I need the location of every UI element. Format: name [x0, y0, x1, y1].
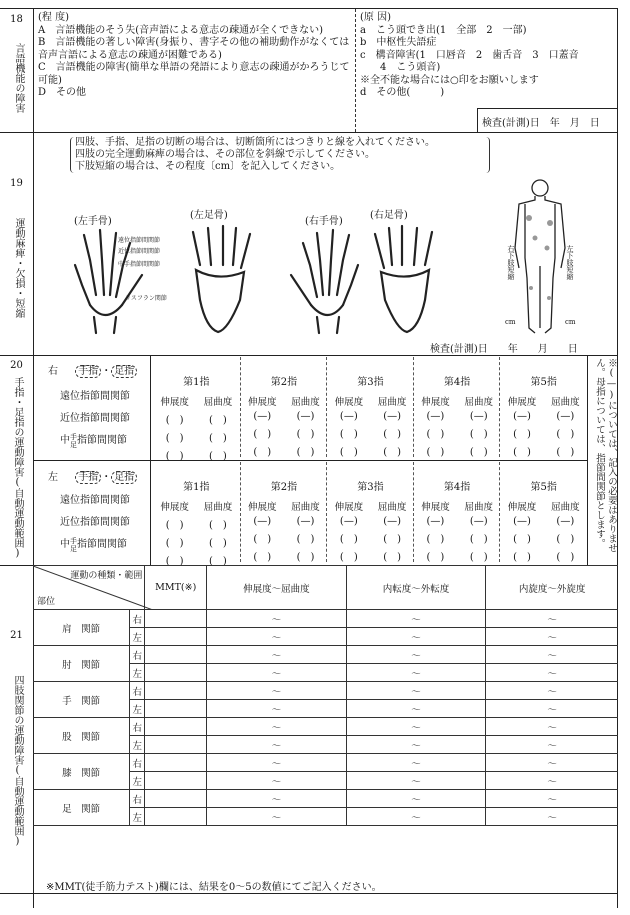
s19-note-3: 下肢短縮の場合は、その程度〔cm〕を記入してください。 [75, 161, 341, 172]
range-input[interactable]: 〜 [486, 808, 618, 826]
side-label: 左 [130, 808, 145, 826]
ext-value-field-3[interactable]: ( ) [253, 447, 272, 458]
s20-left-header: 左 手指 ・ 足指 [48, 468, 137, 483]
s19-label-left-foot: (左足骨) [190, 210, 228, 221]
s18-cause-d: d その他( ) [360, 87, 445, 98]
left-hand-finger-option[interactable]: 手指 [75, 471, 101, 484]
table-row [33, 718, 618, 736]
range-input[interactable]: 〜 [346, 772, 486, 790]
range-input[interactable]: 〜 [207, 790, 347, 808]
frame-bottom [0, 893, 618, 894]
s19-label-right-hand: (右手骨) [305, 216, 343, 227]
s18-number: 18 [10, 14, 23, 25]
flex-value-field-1[interactable]: ( ) [209, 415, 227, 426]
ext-value-field-1: (—) [426, 411, 445, 422]
table-row [33, 610, 618, 628]
left-finger-2-column [240, 462, 328, 562]
s20-mid-line [33, 460, 587, 461]
ext-value-field-3[interactable]: ( ) [165, 451, 184, 462]
ext-value-field-1: (—) [253, 516, 272, 527]
sep-18-19 [0, 132, 618, 133]
flex-value-field-1[interactable]: ( ) [209, 520, 227, 531]
flexion-label: 屈曲度 [377, 502, 407, 513]
s18-cause-block [360, 12, 616, 100]
ext-value-field-1: (—) [339, 411, 358, 422]
s19-number: 19 [10, 178, 23, 189]
flex-value-field-3[interactable]: ( ) [209, 451, 227, 462]
joint-name: 膝 関節 [33, 754, 130, 790]
flex-value-field-3[interactable]: ( ) [296, 552, 315, 563]
s18-degree-block [38, 12, 356, 100]
right-finger-2-column [240, 357, 328, 457]
s20-right-header: 右 手指 ・ 足指 [48, 362, 137, 377]
side-label: 左 [130, 700, 145, 718]
range-input[interactable]: 〜 [207, 718, 347, 736]
flex-value-field-2[interactable]: ( ) [556, 429, 575, 440]
flex-value-field-1: (—) [469, 516, 488, 527]
range-input[interactable]: 〜 [346, 754, 486, 772]
ext-value-field-1[interactable]: ( ) [165, 415, 184, 426]
range-input[interactable]: 〜 [486, 790, 618, 808]
flex-value-field-1: (—) [469, 411, 488, 422]
extension-label: 伸展度 [421, 502, 450, 513]
joint-name: 足 関節 [33, 790, 130, 826]
body-label-left-cm: cm [565, 318, 576, 326]
s20-left-joint-labels [60, 490, 130, 556]
s18-title: 言語機能の障害 [13, 42, 24, 113]
side-label: 左 [130, 628, 145, 646]
range-input[interactable]: 〜 [207, 772, 347, 790]
side-label: 右 [130, 610, 145, 628]
s19-exam-date[interactable]: 検査(計測)日 年 月 日 [430, 344, 578, 355]
range-input[interactable]: 〜 [346, 700, 486, 718]
flex-value-field-2[interactable]: ( ) [209, 538, 227, 549]
range-input[interactable]: 〜 [486, 754, 618, 772]
ext-value-field-3[interactable]: ( ) [253, 552, 272, 563]
s21-footer-note: ※MMT(徒手筋力テスト)欄には、結果を0〜5の数値にてご記入ください。 [46, 882, 382, 893]
table-row [33, 646, 618, 664]
right-finger-4-column [413, 357, 501, 457]
mmt-input[interactable] [145, 736, 207, 754]
ext-value-field-3[interactable]: ( ) [339, 552, 358, 563]
range-input[interactable]: 〜 [346, 664, 486, 682]
left-finger-3-column [326, 462, 414, 562]
hand-joint-label-mcp: 中手指節間関節 [118, 261, 161, 268]
flex-value-field-1: (—) [383, 411, 402, 422]
flex-value-field-3[interactable]: ( ) [209, 556, 227, 567]
extension-label: 伸展度 [247, 397, 277, 408]
ext-value-field-3[interactable]: ( ) [426, 447, 445, 458]
extension-label: 伸展度 [160, 397, 189, 408]
range-input[interactable]: 〜 [346, 610, 486, 628]
flex-value-field-2[interactable]: ( ) [296, 429, 315, 440]
joint-mcp: 中手 足指節間関節 [60, 432, 127, 449]
table-row [33, 790, 618, 808]
table-corner [33, 566, 145, 610]
joint-name: 手 関節 [33, 682, 130, 718]
side-label: 左 [130, 736, 145, 754]
joint-range-table [33, 565, 618, 826]
col-header-ext-flex: 伸展度〜屈曲度 [207, 566, 347, 610]
finger-label: 第2指 [270, 482, 298, 493]
hand-joint-label-lisfranc: リスフラン関節 [125, 295, 167, 302]
s20-title: 手指・足指の運動障害(自動運動範囲) [12, 377, 23, 559]
side-label: 右 [130, 754, 145, 772]
s19-title: 運動麻痺・欠損・短縮 [13, 218, 24, 318]
s18-exam-date[interactable]: 検査(計測)日 年 月 日 [477, 108, 618, 132]
mmt-input[interactable] [145, 808, 207, 826]
flex-value-field-3[interactable]: ( ) [383, 447, 402, 458]
ext-value-field-1: (—) [513, 516, 531, 527]
s18-degree-c: C 言語機能の障害(簡単な単語の発語により意志の疎通がかろうじて可能) [38, 62, 350, 86]
s19-label-left-hand: (左手骨) [74, 216, 112, 227]
flex-value-field-1: (—) [383, 516, 402, 527]
mmt-input[interactable] [145, 772, 207, 790]
ext-value-field-1: (—) [426, 516, 445, 527]
ext-value-field-2[interactable]: ( ) [165, 538, 184, 549]
extension-label: 伸展度 [160, 502, 189, 513]
s18-degree-b: B 言語機能の著しい障害(身振り、書字その他の補助動作がなくては音声言語による意志の疎通が困難である) [38, 37, 350, 61]
frame-top [0, 8, 618, 9]
range-input[interactable]: 〜 [207, 682, 347, 700]
mmt-input[interactable] [145, 718, 207, 736]
ext-value-field-2[interactable]: ( ) [339, 534, 358, 545]
left-finger-4-column [413, 462, 501, 562]
joint-distal: 遠位指節間関節 [60, 391, 130, 402]
left-finger-1-column [153, 462, 240, 567]
side-label: 右 [130, 682, 145, 700]
s18-cause-header: (原 因) [360, 12, 391, 23]
flex-value-field-2[interactable]: ( ) [469, 429, 488, 440]
type-range-label: 運動の種類・範囲 [70, 571, 143, 581]
right-foot-bones-illustration[interactable] [362, 220, 447, 340]
side-label: 右 [130, 790, 145, 808]
s21-title: 四肢関節の運動障害(自動運動範囲) [12, 674, 23, 847]
range-input[interactable]: 〜 [486, 772, 618, 790]
flexion-label: 屈曲度 [377, 397, 407, 408]
range-input[interactable]: 〜 [486, 664, 618, 682]
mmt-input[interactable] [145, 664, 207, 682]
mmt-input[interactable] [145, 682, 207, 700]
extension-label: 伸展度 [334, 397, 364, 408]
side-label: 左 [130, 664, 145, 682]
s20-col-split [150, 355, 151, 565]
ext-value-field-2[interactable]: ( ) [426, 534, 445, 545]
right-hand-bones-illustration[interactable] [283, 225, 373, 335]
table-row [33, 754, 618, 772]
flexion-label: 屈曲度 [291, 397, 320, 408]
flex-value-field-1: (—) [296, 516, 315, 527]
range-input[interactable]: 〜 [486, 736, 618, 754]
flex-value-field-3[interactable]: ( ) [556, 552, 575, 563]
part-label: 部位 [37, 597, 56, 607]
flex-value-field-3[interactable]: ( ) [296, 447, 315, 458]
right-finger-3-column [326, 357, 414, 457]
s18-cause-a: a こう頭でき出(1 全部 2 一部) [360, 24, 527, 36]
s20-note-split [587, 355, 588, 565]
flexion-label: 屈曲度 [551, 397, 580, 408]
range-input[interactable]: 〜 [207, 808, 347, 826]
s18-degree-header: (程 度) [38, 12, 69, 23]
right-hand-finger-option[interactable]: 手指 [75, 365, 101, 378]
table-row [33, 682, 618, 700]
s18-degree-d: D その他 [38, 87, 87, 98]
side-label: 右 [130, 646, 145, 664]
range-input[interactable]: 〜 [346, 790, 486, 808]
flex-value-field-1: (—) [556, 411, 575, 422]
finger-label: 第1指 [183, 377, 210, 388]
flex-value-field-2[interactable]: ( ) [296, 534, 315, 545]
extension-label: 伸展度 [421, 397, 450, 408]
joint-name: 肘 関節 [33, 646, 130, 682]
ext-value-field-2[interactable]: ( ) [253, 429, 272, 440]
ext-value-field-3[interactable]: ( ) [339, 447, 358, 458]
extension-label: 伸展度 [507, 397, 537, 408]
s18-degree-a: A 言語機能のそう失(音声語による意志の疎通が全くできない) [38, 24, 324, 36]
s19-note-1: 四肢、手指、足指の切断の場合は、切断箇所にはつきりと線を入れてください。 [75, 137, 435, 148]
flex-value-field-2[interactable]: ( ) [209, 433, 227, 444]
right-toe-option[interactable]: 足指 [111, 365, 137, 378]
s20-number: 20 [10, 360, 23, 371]
right-finger-5-column [499, 357, 587, 457]
col-header-add-abd: 内転度〜外転度 [346, 566, 486, 610]
ext-value-field-3[interactable]: ( ) [426, 552, 445, 563]
ext-value-field-3[interactable]: ( ) [165, 556, 184, 567]
finger-label: 第1指 [183, 482, 210, 493]
range-input[interactable]: 〜 [486, 646, 618, 664]
right-finger-1-column [153, 357, 240, 462]
sep-19-20 [0, 355, 618, 356]
body-label-left-leg: 左下肢短縮 [566, 245, 574, 280]
mmt-input[interactable] [145, 754, 207, 772]
range-input[interactable]: 〜 [207, 736, 347, 754]
col-header-rot: 内旋度〜外旋度 [486, 566, 618, 610]
flex-value-field-2[interactable]: ( ) [383, 534, 402, 545]
mmt-input[interactable] [145, 610, 207, 628]
left-foot-bones-illustration[interactable] [178, 220, 263, 340]
s19-notes [70, 137, 490, 173]
range-input[interactable]: 〜 [346, 718, 486, 736]
flex-value-field-2[interactable]: ( ) [383, 429, 402, 440]
range-input[interactable]: 〜 [486, 718, 618, 736]
ext-value-field-3[interactable]: ( ) [513, 447, 531, 458]
joint-distal: 遠位指節間関節 [60, 495, 130, 506]
finger-label: 第4指 [443, 482, 471, 493]
flexion-label: 屈曲度 [551, 502, 580, 513]
extension-label: 伸展度 [507, 502, 537, 513]
range-input[interactable]: 〜 [486, 610, 618, 628]
extension-label: 伸展度 [247, 502, 277, 513]
range-input[interactable]: 〜 [346, 628, 486, 646]
flexion-label: 屈曲度 [291, 502, 320, 513]
range-input[interactable]: 〜 [486, 628, 618, 646]
range-input[interactable]: 〜 [207, 700, 347, 718]
range-input[interactable]: 〜 [207, 610, 347, 628]
flex-value-field-3[interactable]: ( ) [383, 552, 402, 563]
side-label: 右 [130, 718, 145, 736]
s18-cause-note: ※全不能な場合には○印をお願いします [360, 74, 539, 86]
finger-label: 第2指 [270, 377, 298, 388]
ext-value-field-1: (—) [253, 411, 272, 422]
ext-value-field-1: (—) [513, 411, 531, 422]
s19-label-right-foot: (右足骨) [370, 210, 408, 221]
s18-cause-c: c 構音障害(1 口唇音 2 歯舌音 3 口蓋音 [360, 49, 579, 61]
flexion-label: 屈曲度 [203, 502, 233, 513]
joint-proximal: 近位指節間関節 [60, 413, 130, 424]
range-input[interactable]: 〜 [207, 754, 347, 772]
mmt-input[interactable] [145, 628, 207, 646]
mmt-header: MMT(※) [145, 566, 207, 610]
ext-value-field-1[interactable]: ( ) [165, 520, 184, 531]
ext-value-field-1: (—) [339, 516, 358, 527]
finger-label: 第3指 [357, 377, 384, 388]
range-input[interactable]: 〜 [346, 646, 486, 664]
side-label: 左 [130, 772, 145, 790]
joint-mcp: 中手 足指節間関節 [60, 536, 127, 553]
flex-value-field-3[interactable]: ( ) [469, 447, 488, 458]
joint-name: 股 関節 [33, 718, 130, 754]
s18-divider [355, 9, 356, 132]
s20-note: ※(—)については、記入の必要はありません。母指については、指節間関節とします。 [594, 358, 617, 553]
finger-label: 第5指 [530, 377, 557, 388]
body-label-right-cm: cm [505, 318, 516, 326]
s18-cause-b: b 中枢性失語症 [360, 37, 437, 48]
flex-value-field-2[interactable]: ( ) [469, 534, 488, 545]
ext-value-field-2[interactable]: ( ) [513, 429, 531, 440]
range-input[interactable]: 〜 [346, 682, 486, 700]
flex-value-field-1: (—) [296, 411, 315, 422]
flexion-label: 屈曲度 [464, 502, 493, 513]
range-input[interactable]: 〜 [346, 736, 486, 754]
ext-value-field-2[interactable]: ( ) [426, 429, 445, 440]
s19-note-2: 四肢の完全運動麻痺の場合は、その部位を斜線で示してください。 [75, 149, 375, 160]
ext-value-field-3[interactable]: ( ) [513, 552, 531, 563]
range-input[interactable]: 〜 [207, 664, 347, 682]
flex-value-field-2[interactable]: ( ) [556, 534, 575, 545]
s18-cause-c2: 4 こう頭音) [360, 62, 441, 73]
flex-value-field-3[interactable]: ( ) [469, 552, 488, 563]
s20-right-joint-labels [60, 386, 130, 452]
finger-label: 第5指 [530, 482, 557, 493]
hand-joint-label-proximal: 近位指節間関節 [118, 248, 161, 255]
range-input[interactable]: 〜 [346, 808, 486, 826]
range-input[interactable]: 〜 [207, 628, 347, 646]
flex-value-field-1: (—) [556, 516, 575, 527]
hand-joint-label-distal: 遠位指節間関節 [118, 237, 161, 244]
left-finger-5-column [499, 462, 587, 562]
ext-value-field-2[interactable]: ( ) [339, 429, 358, 440]
range-input[interactable]: 〜 [486, 682, 618, 700]
extension-label: 伸展度 [334, 502, 364, 513]
ext-value-field-2[interactable]: ( ) [513, 534, 531, 545]
flex-value-field-3[interactable]: ( ) [556, 447, 575, 458]
flexion-label: 屈曲度 [203, 397, 233, 408]
joint-proximal: 近位指節間関節 [60, 517, 130, 528]
ext-value-field-2[interactable]: ( ) [253, 534, 272, 545]
finger-label: 第3指 [357, 482, 384, 493]
ext-value-field-2[interactable]: ( ) [165, 433, 184, 444]
range-input[interactable]: 〜 [486, 700, 618, 718]
mmt-input[interactable] [145, 790, 207, 808]
body-label-right-leg: 右下肢短縮 [507, 245, 515, 280]
mmt-input[interactable] [145, 646, 207, 664]
finger-label: 第4指 [443, 377, 471, 388]
s21-number: 21 [10, 630, 23, 641]
left-toe-option[interactable]: 足指 [111, 471, 137, 484]
range-input[interactable]: 〜 [207, 646, 347, 664]
mmt-input[interactable] [145, 700, 207, 718]
flexion-label: 屈曲度 [464, 397, 493, 408]
joint-name: 肩 関節 [33, 610, 130, 646]
